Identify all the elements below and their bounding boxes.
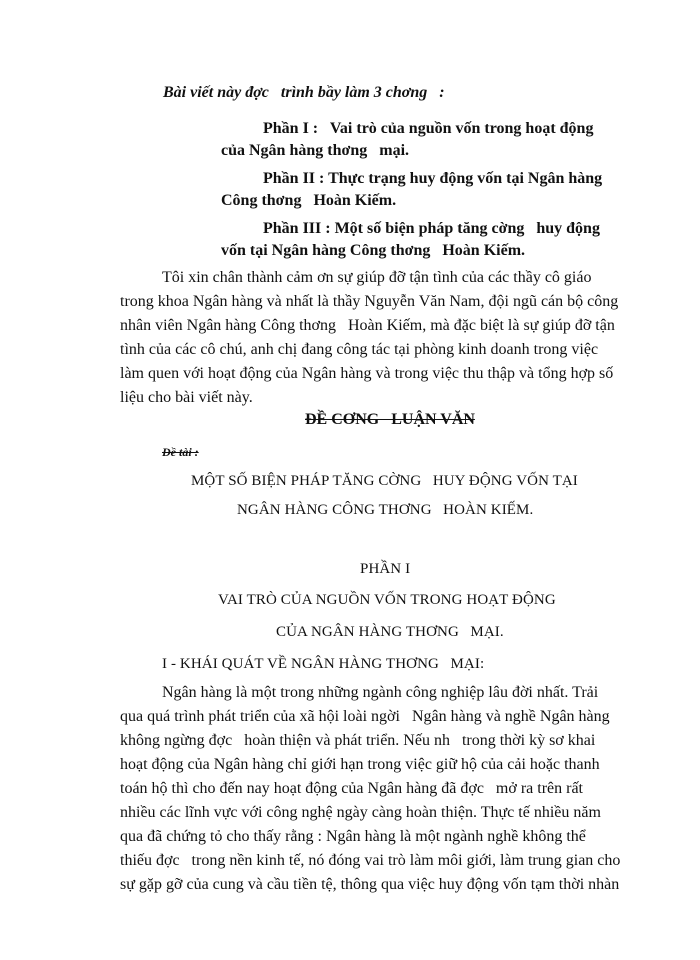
outline-title: ĐỀ CƠNG LUẬN VĂN	[305, 411, 475, 428]
part-3-line-2: vốn tại Ngân hàng Công thơng Hoàn Kiếm.	[221, 242, 526, 259]
body-line-5: toán hộ thì cho đến nay hoạt động của Ngân hàng đã đợc mở ra trên rất	[120, 780, 583, 797]
topic-title-line-2: NGÂN HÀNG CÔNG THƠNG HOÀN KIẾM.	[237, 502, 534, 518]
topic-title-line-1: MỘT SỐ BIỆN PHÁP TĂNG CỜNG HUY ĐỘNG VỐN TẠI	[191, 473, 578, 489]
body-line-8: thiếu đợc trong nền kinh tế, nó đóng vai trò làm môi giới, làm trung gian cho	[120, 852, 621, 869]
body-line-9: sự gặp gỡ của cung và cầu tiền tệ, thông qua việc huy động vốn tạm thời nhàn	[120, 876, 620, 893]
thanks-line-2: trong khoa Ngân hàng và nhất là thầy Nguyễn Văn Nam, đội ngũ cán bộ công	[120, 293, 619, 310]
thanks-line-4: tình của các cô chú, anh chị đang công tác tại phòng kinh doanh trong việc	[120, 341, 599, 358]
intro-heading: Bài viết này đợc trình bầy làm 3 chơng :	[163, 84, 445, 101]
thanks-line-3: nhân viên Ngân hàng Công thơng Hoàn Kiếm, mà đặc biệt là sự giúp đỡ tận	[120, 317, 615, 334]
part-2-line-2: Công thơng Hoàn Kiếm.	[221, 192, 397, 209]
body-line-1: Ngân hàng là một trong những ngành công nghiệp lâu đời nhất. Trải	[162, 684, 599, 701]
body-line-6: nhiều các lĩnh vực với công nghệ ngày càng hoàn thiện. Thực tế nhiều năm	[120, 804, 601, 821]
topic-label: Đề tài :	[162, 445, 199, 459]
part-2-line-1: Phần II : Thực trạng huy động vốn tại Ngân hàng	[263, 170, 603, 187]
thanks-line-1: Tôi xin chân thành cảm ơn sự giúp đỡ tận tình của các thầy cô giáo	[162, 269, 592, 286]
part-1-line-2: của Ngân hàng thơng mại.	[221, 142, 410, 159]
part-1-title-line-1: VAI TRÒ CỦA NGUỒN VỐN TRONG HOẠT ĐỘNG	[218, 592, 556, 608]
body-line-3: không ngừng đợc hoàn thiện và phát triển. Nếu nh trong thời kỳ sơ khai	[120, 732, 596, 749]
part-3-line-1: Phần III : Một số biện pháp tăng cờng huy động	[263, 220, 600, 237]
section-1-heading: I - KHÁI QUÁT VỀ NGÂN HÀNG THƠNG MẠI:	[162, 656, 485, 672]
part-1-heading: PHẦN I	[360, 561, 411, 577]
part-1-title-line-2: CỦA NGÂN HÀNG THƠNG MẠI.	[276, 624, 504, 640]
body-line-7: qua đã chứng tỏ cho thấy rằng : Ngân hàng là một ngành nghề không thể	[120, 828, 586, 845]
body-line-2: qua quá trình phát triển của xã hội loài ngời Ngân hàng và nghề Ngân hàng	[120, 708, 610, 725]
body-line-4: hoạt động của Ngân hàng chỉ giới hạn trong việc giữ hộ của cải hoặc thanh	[120, 756, 600, 773]
thanks-line-5: làm quen với hoạt động của Ngân hàng và trong việc thu thập và tổng hợp số	[120, 365, 614, 382]
thanks-line-6: liệu cho bài viết này.	[120, 389, 253, 406]
part-1-line-1: Phần I : Vai trò của nguồn vốn trong hoạt động	[263, 120, 594, 137]
